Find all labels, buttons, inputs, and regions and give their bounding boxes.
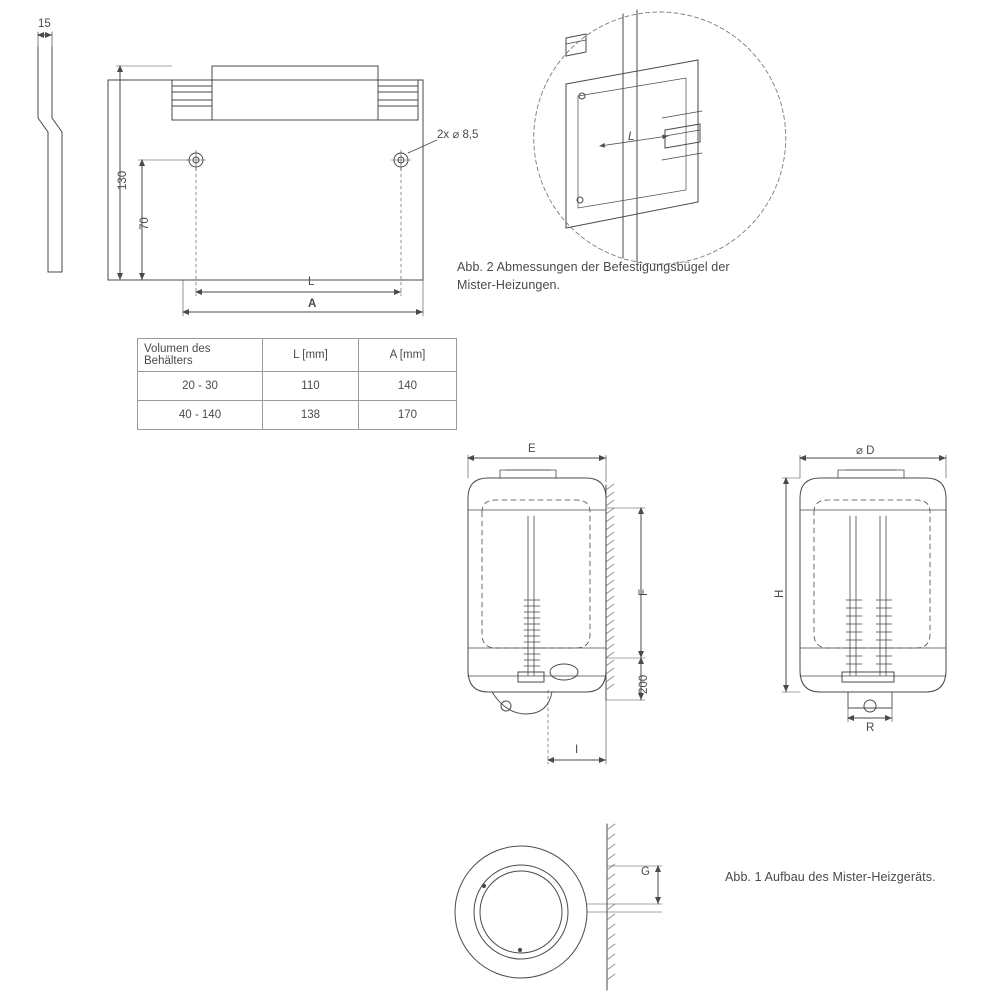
heater-front-view — [782, 455, 946, 722]
table-row — [138, 372, 457, 401]
side-view-e-label: E — [528, 443, 536, 455]
front-view-h-label: H — [774, 589, 786, 598]
bracket-l-label: L — [308, 276, 315, 288]
cell-l: 110 — [263, 372, 359, 401]
cell-a: 170 — [358, 401, 456, 430]
front-view-r-label: R — [866, 722, 875, 734]
bracket-a-label: A — [308, 298, 317, 310]
table-header-volume: Volumen des Behälters — [138, 339, 263, 372]
bracket-hole-height-label: 70 — [139, 217, 151, 230]
caption-abb1: Abb. 1 Aufbau des Mister-Heizgeräts. — [725, 870, 936, 884]
table-header-a: A [mm] — [358, 339, 456, 372]
table-row — [138, 401, 457, 430]
side-view-200-label: 200 — [638, 674, 650, 694]
bracket-hole-note: 2x ⌀ 8,5 — [437, 129, 479, 141]
table-header-l: L [mm] — [263, 339, 359, 372]
heater-top-view — [455, 824, 662, 990]
bracket-profile-view — [38, 32, 62, 272]
caption-abb2: Abb. 2 Abmessungen der Befestigungsbügel der Mister-Heizungen. — [457, 260, 730, 293]
top-view-g-label: G — [641, 866, 650, 878]
cell-l: 138 — [263, 401, 359, 430]
heater-side-view — [468, 455, 645, 764]
table-header-row — [138, 339, 457, 372]
bracket-height-label: 130 — [117, 170, 129, 190]
front-view-d-label: ⌀ D — [856, 445, 875, 457]
side-view-i-label: I — [575, 744, 579, 756]
cell-volume: 40 - 140 — [138, 401, 263, 430]
dimension-table — [137, 338, 457, 430]
cell-volume: 20 - 30 — [138, 372, 263, 401]
detail-l-label: L — [628, 131, 635, 143]
wall-mount-detail-view — [534, 10, 786, 264]
cell-a: 140 — [358, 372, 456, 401]
bracket-front-view — [108, 66, 437, 316]
side-view-f-label: F — [638, 588, 650, 596]
bracket-thickness-label: 15 — [38, 18, 51, 30]
